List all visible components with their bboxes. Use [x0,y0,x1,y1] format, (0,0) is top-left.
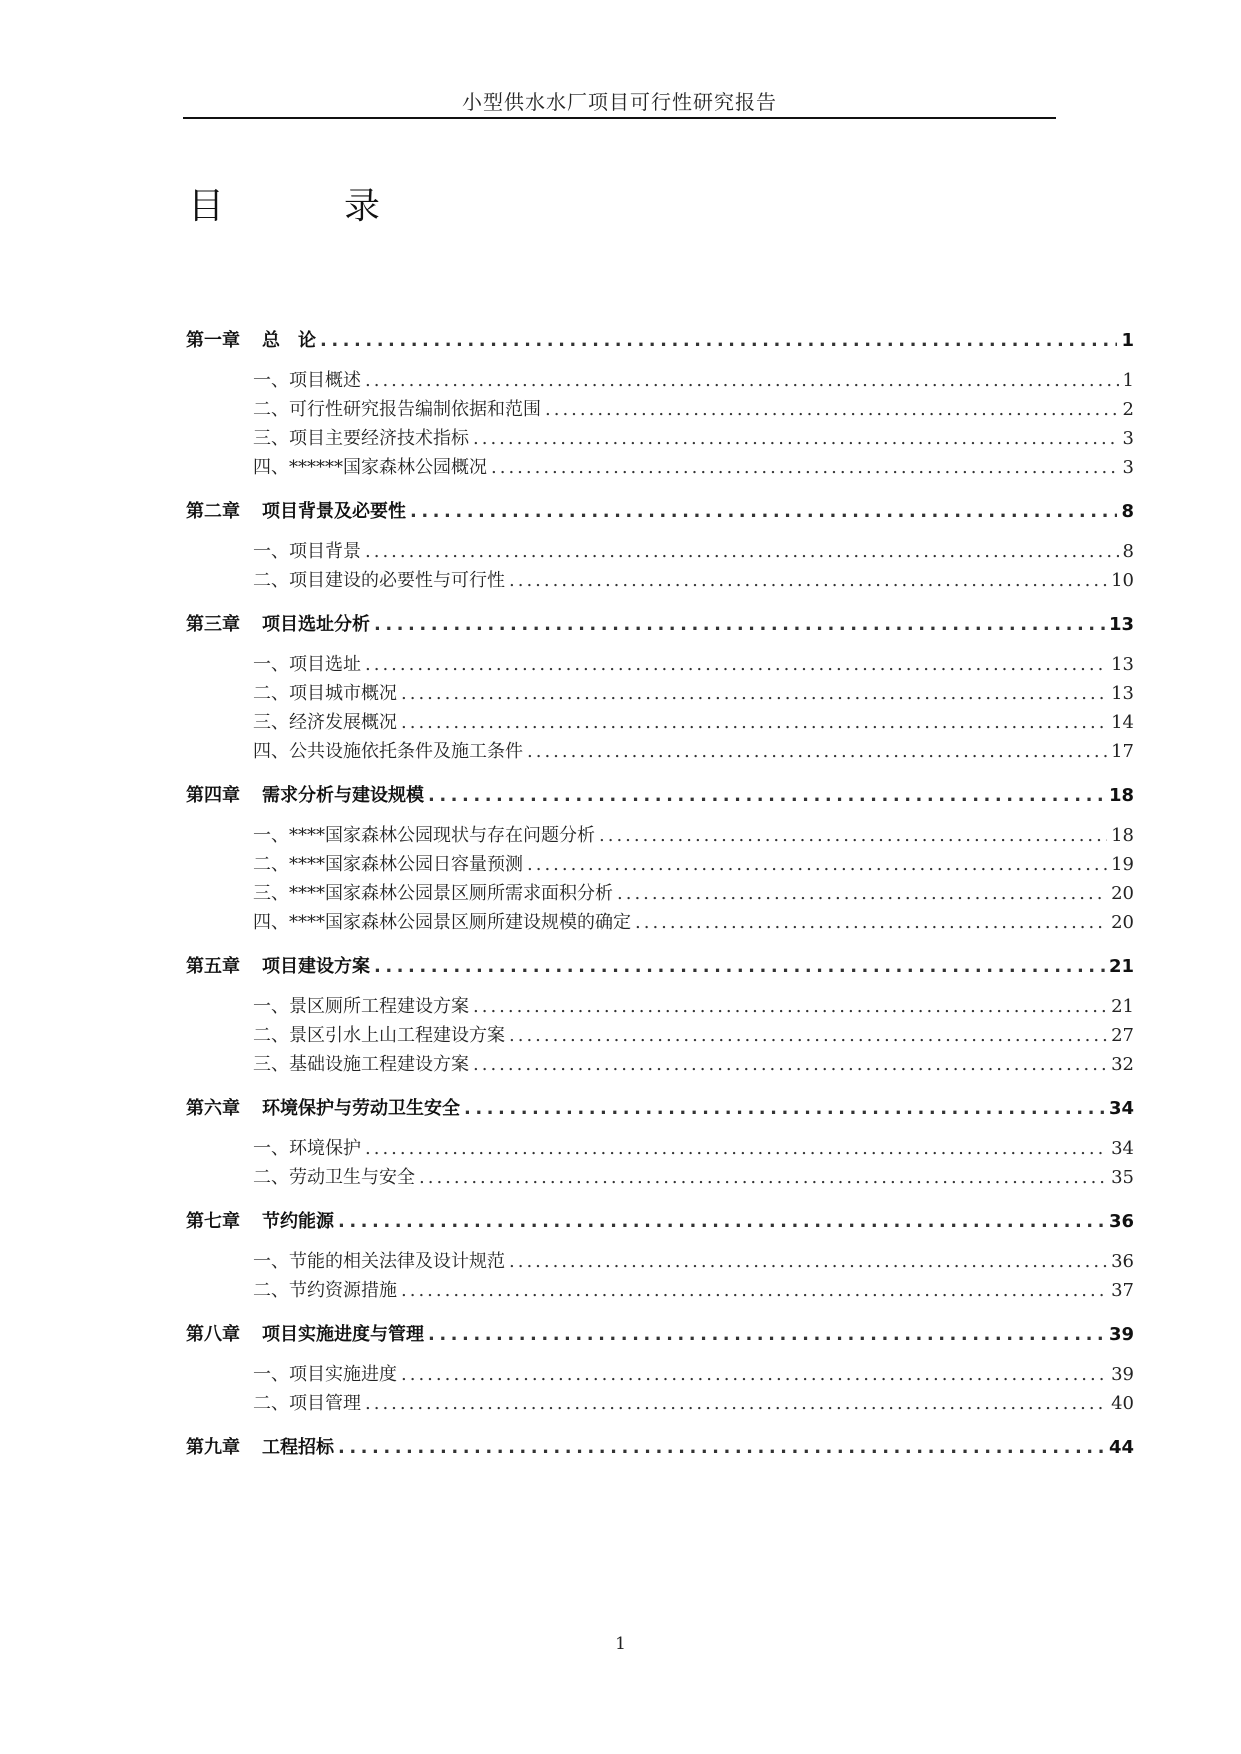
toc-entry-title: 环境保护与劳动卫生安全 [262,1098,460,1119]
toc-page-number: 1 [1121,330,1134,351]
toc-entry-label [253,1021,505,1047]
dot-leader [320,330,1117,351]
chapter-number: 第七章 [186,1211,240,1232]
toc-page-number: 13 [1111,683,1134,704]
toc-page-number: 19 [1111,854,1134,875]
toc-chapter-entry[interactable] [186,781,1134,807]
toc-entry-title: 三、基础设施工程建设方案 [253,1054,469,1075]
dot-leader [509,1251,1107,1272]
toc-entry-title: 二、项目城市概况 [253,683,397,704]
toc-section-entry[interactable] [253,1389,1134,1415]
dot-leader [428,785,1105,806]
toc-entry-title: 一、环境保护 [253,1138,361,1159]
dot-leader [617,883,1107,904]
toc-section-entry[interactable] [253,708,1134,734]
toc-page-number: 34 [1111,1138,1134,1159]
toc-section-entry[interactable] [253,1247,1134,1273]
toc-section-entry[interactable] [253,1360,1134,1386]
toc-page-number: 40 [1111,1393,1134,1414]
toc-entry-label [186,1207,334,1233]
toc-section-entry[interactable] [253,650,1134,676]
toc-entry-label [186,952,370,978]
toc-page-number: 10 [1111,570,1134,591]
toc-page-number: 3 [1122,457,1134,478]
toc-page-number: 27 [1111,1025,1134,1046]
running-header: 小型供水水厂项目可行性研究报告 [462,90,777,114]
toc-entry-title: 工程招标 [262,1437,334,1458]
toc-page-number: 2 [1122,399,1134,420]
toc-page-number: 39 [1108,1324,1134,1345]
toc-entry-title: 项目实施进度与管理 [262,1324,424,1345]
toc-chapter-entry[interactable] [186,1094,1134,1120]
toc-entry-label [253,1389,361,1415]
toc-page-number: 36 [1111,1251,1134,1272]
dot-leader [473,1054,1107,1075]
toc-entry-label [253,1163,415,1189]
toc-entry-title: 节约能源 [262,1211,334,1232]
toc-entry-label [253,566,505,592]
dot-leader [365,370,1119,391]
toc-entry-title: 一、项目选址 [253,654,361,675]
chapter-number: 第四章 [186,785,240,806]
toc-entry-title: 二、节约资源措施 [253,1280,397,1301]
toc-section-entry[interactable] [253,395,1134,421]
chapter-number: 第九章 [186,1437,240,1458]
toc-entry-label [186,610,370,636]
toc-entry-title: 四、公共设施依托条件及施工条件 [253,741,523,762]
toc-page-number: 20 [1111,883,1134,904]
toc-heading-right: 录 [344,186,381,227]
toc-entry-title: 项目背景及必要性 [262,501,406,522]
toc-section-entry[interactable] [253,566,1134,592]
toc-page-number: 21 [1111,996,1134,1017]
dot-leader [401,712,1107,733]
toc-chapter-entry[interactable] [186,610,1134,636]
dot-leader [338,1437,1105,1458]
toc-page-number: 13 [1111,654,1134,675]
toc-entry-label [253,1134,361,1160]
dot-leader [338,1211,1105,1232]
toc-entry-title: 项目选址分析 [262,614,370,635]
toc-page-number: 20 [1111,912,1134,933]
toc-entry-title: 二、劳动卫生与安全 [253,1167,415,1188]
toc-entry-label [253,1247,505,1273]
toc-entry-title: 二、景区引水上山工程建设方案 [253,1025,505,1046]
toc-entry-label [253,1276,397,1302]
toc-section-entry[interactable] [253,537,1134,563]
toc-chapter-entry[interactable] [186,1207,1134,1233]
toc-entry-label [253,1050,469,1076]
dot-leader [365,1138,1107,1159]
toc-section-entry[interactable] [253,737,1134,763]
toc-section-entry[interactable] [253,821,1134,847]
chapter-number: 第八章 [186,1324,240,1345]
toc-section-entry[interactable] [253,908,1134,934]
toc-chapter-entry[interactable] [186,1320,1134,1346]
toc-page-number: 14 [1111,712,1134,733]
toc-section-entry[interactable] [253,366,1134,392]
dot-leader [365,541,1119,562]
toc-entry-title: 二、可行性研究报告编制依据和范围 [253,399,541,420]
toc-page-number: 35 [1111,1167,1134,1188]
toc-entry-title: 一、节能的相关法律及设计规范 [253,1251,505,1272]
toc-section-entry[interactable] [253,1276,1134,1302]
chapter-number: 第六章 [186,1098,240,1119]
toc-page-number: 36 [1108,1211,1134,1232]
toc-entry-label [253,908,631,934]
dot-leader [599,825,1107,846]
dot-leader [464,1098,1105,1119]
dot-leader [491,457,1119,478]
toc-entry-title: 三、****国家森林公园景区厕所需求面积分析 [253,883,613,904]
toc-entry-label [186,781,424,807]
toc-entry-title: 一、项目背景 [253,541,361,562]
toc-entry-label [253,679,397,705]
dot-leader [401,1364,1107,1385]
toc-page-number: 3 [1122,428,1134,449]
toc-page-number: 44 [1108,1437,1134,1458]
toc-section-entry[interactable] [253,879,1134,905]
toc-page-number: 18 [1108,785,1134,806]
toc-chapter-entry[interactable] [186,497,1134,523]
dot-leader [401,683,1107,704]
toc-section-entry[interactable] [253,1134,1134,1160]
toc-entry-label [253,453,487,479]
toc-section-entry[interactable] [253,1163,1134,1189]
toc-entry-title: 一、****国家森林公园现状与存在问题分析 [253,825,595,846]
dot-leader [545,399,1119,420]
dot-leader [374,956,1105,977]
page-number: 1 [615,1634,626,1654]
dot-leader [527,741,1107,762]
chapter-number: 第二章 [186,501,240,522]
toc-page-number: 8 [1121,501,1134,522]
dot-leader [365,1393,1107,1414]
toc-entry-label [253,708,397,734]
toc-entry-title: 需求分析与建设规模 [262,785,424,806]
toc-entry-label [186,326,316,352]
toc-entry-label [253,850,523,876]
toc-chapter-entry[interactable] [186,1433,1134,1459]
chapter-number: 第三章 [186,614,240,635]
toc-page-number: 18 [1111,825,1134,846]
toc-section-entry[interactable] [253,424,1134,450]
toc-entry-label [253,992,469,1018]
toc-section-entry[interactable] [253,1050,1134,1076]
toc-page-number: 32 [1111,1054,1134,1075]
toc-entry-title: 一、项目实施进度 [253,1364,397,1385]
toc-entry-label [253,537,361,563]
dot-leader [374,614,1105,635]
toc-page-number: 39 [1111,1364,1134,1385]
toc-entry-label [253,395,541,421]
toc-heading [188,178,380,229]
toc-entry-title: 四、****国家森林公园景区厕所建设规模的确定 [253,912,631,933]
toc-entry-title: 三、经济发展概况 [253,712,397,733]
toc-entry-label [186,1320,424,1346]
toc-entry-title: 项目建设方案 [262,956,370,977]
toc-heading-left: 目 [188,186,225,227]
toc-page-number: 8 [1122,541,1134,562]
toc-section-entry[interactable] [253,453,1134,479]
dot-leader [428,1324,1105,1345]
dot-leader [473,996,1107,1017]
toc-page-number: 13 [1108,614,1134,635]
toc-page-number: 37 [1111,1280,1134,1301]
toc-entry-label [186,497,406,523]
toc-entry-label [186,1433,334,1459]
chapter-number: 第五章 [186,956,240,977]
toc-entry-label [253,1360,397,1386]
toc-entry-title: 一、项目概述 [253,370,361,391]
toc-entry-title: 四、******国家森林公园概况 [253,457,487,478]
toc-section-entry[interactable] [253,992,1134,1018]
toc-page-number: 34 [1108,1098,1134,1119]
toc-entry-title: 二、****国家森林公园日容量预测 [253,854,523,875]
dot-leader [410,501,1117,522]
toc-entry-title: 总 论 [262,330,316,351]
toc-section-entry[interactable] [253,850,1134,876]
dot-leader [527,854,1107,875]
toc-entry-title: 二、项目建设的必要性与可行性 [253,570,505,591]
dot-leader [509,570,1107,591]
dot-leader [509,1025,1107,1046]
toc-entry-label [253,821,595,847]
toc-entry-title: 三、项目主要经济技术指标 [253,428,469,449]
toc-entry-label [253,879,613,905]
toc-entry-label [253,650,361,676]
dot-leader [419,1167,1107,1188]
toc-page-number: 1 [1122,370,1134,391]
toc-entry-title: 一、景区厕所工程建设方案 [253,996,469,1017]
toc-section-entry[interactable] [253,679,1134,705]
toc-page-number: 21 [1108,956,1134,977]
chapter-number: 第一章 [186,330,240,351]
header-rule [183,117,1056,119]
toc-page-number: 17 [1111,741,1134,762]
toc-entry-label [253,424,469,450]
toc-entry-title: 二、项目管理 [253,1393,361,1414]
dot-leader [635,912,1107,933]
dot-leader [401,1280,1107,1301]
toc-chapter-entry[interactable] [186,326,1134,352]
toc-entry-label [186,1094,460,1120]
toc-section-entry[interactable] [253,1021,1134,1047]
dot-leader [365,654,1107,675]
toc-chapter-entry[interactable] [186,952,1134,978]
toc-entry-label [253,366,361,392]
dot-leader [473,428,1119,449]
toc-entry-label [253,737,523,763]
